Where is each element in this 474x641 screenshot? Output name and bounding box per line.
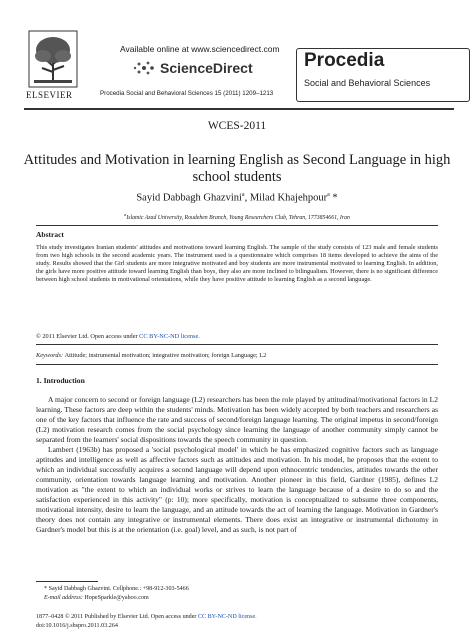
issn-line xyxy=(36,614,257,620)
available-online[interactable]: Available online at www.sciencedirect.com xyxy=(120,44,280,54)
keywords-text: Attitude; instrumental motivation; integrative motivation; foreign Language; L2 xyxy=(64,352,267,359)
abstract-heading: Abstract xyxy=(36,230,64,239)
elsevier-tree-logo xyxy=(28,30,78,88)
section-body xyxy=(36,395,438,535)
keywords-bottom-rule xyxy=(36,364,438,365)
author-2-affil: a xyxy=(327,192,330,198)
issn-text: 1877–0428 © 2011 Published by Elsevier Ltd. Open access under xyxy=(36,614,198,620)
author-2: Milad Khajehpour xyxy=(249,192,328,204)
affiliation xyxy=(0,212,474,221)
copyright-text: © 2011 Elsevier Ltd. Open access under xyxy=(36,333,140,340)
doi-line[interactable]: doi:10.1016/j.sbspro.2011.03.264 xyxy=(36,623,118,629)
footnote-author: * Sayid Dabbagh Ghazvini. Cellphone.: +98-912-303-5466 xyxy=(44,586,189,592)
author-1: Sayid Dabbagh Ghazvini xyxy=(136,192,242,204)
corresponding-mark[interactable]: * xyxy=(329,192,338,204)
abstract-copyright xyxy=(36,333,200,340)
section-heading: 1. Introduction xyxy=(36,376,85,385)
keywords xyxy=(36,352,266,359)
keywords-label: Keywords: xyxy=(36,352,65,359)
procedia-wordmark: Procedia xyxy=(304,50,385,71)
author-1-affil: a xyxy=(241,192,245,198)
affiliation-text: Islamic Azad University, Roudehen Branch, Young Researchers Club, Tehran, 1773854661, Iran xyxy=(126,214,350,221)
paper-title: Attitudes and Motivation in learning English as Second Language in high school students xyxy=(23,152,451,185)
journal-citation: Procedia Social and Behavioral Sciences 15 (2011) 1209–1213 xyxy=(100,90,274,97)
footnote-email xyxy=(44,595,149,601)
sciencedirect-dots-icon xyxy=(132,60,156,76)
paragraph-1: A major concern to second or foreign language (L2) researchers has been the role played by attitudinal/motivational factors in L2 learning. These factors are deep within the students' minds. Motivation has been widely accepted by both teachers and researchers as one of the key factors that influence the rate and success of second/foreign language learning. The original impetus in second/foreign (L2) motivation research comes from the social psychology since learning the language of another community simply cannot be separated from the learners' social dispositions towards the speech community in question. xyxy=(36,395,438,444)
paragraph-2: Lambert (1963b) has proposed a 'social psychological model' in which he has emphasized cognitive factors such as language aptitudes and intelligence as well as affective factors such as attitudes and motivation. In his model, he proposes that the extent to which an individual successfully acquires a second language will depend upon ethnocentric tendencies, attitudes towards the other community, orientation towards language learning and motivation. Another pioneer in this field, Gardner (1985), defines L2 motivation as "the extent to which an individual works or strives to learn the language because of a desire to do so and the satisfaction experienced in this activity" (p: 10); more specifically, motivation is conceptualized to subsume three components, motivational intensity, desire to learn the language, and an attitude towards the act of learning the language. Motivation in Gardner's theory does not contain any integrative or instrumental elements. There does exist an integrative or instrumental dichotomy in Gardner's model but this is at the orientation (i.e. goal) level, and as such, is not part of xyxy=(36,445,438,534)
abstract-top-rule xyxy=(36,225,438,226)
affiliation-mark: a xyxy=(124,212,127,217)
license-link[interactable]: CC BY-NC-ND license. xyxy=(139,333,200,340)
header-rule xyxy=(24,108,454,110)
abstract-body: This study investigates Iranian students' attitudes and motivations toward learning English. The sample of the study consists of 123 male and female students from two high schools in the second academic years. The instrument used is a questionnaire which comprises 18 items developed to achieve the aims of the study. Results showed that the Girl students are more integrative motivated and boy students are more instrumental motivated to learning English. In addition, the girls have more positive attitude toward learning English than boys, they also are more inclined to bilingualism. However, there is no significant difference between high school students in motivational orientations, while they have positive attitude to learning English as a second language. xyxy=(36,244,438,284)
author-line xyxy=(0,192,474,204)
bottom-license-link[interactable]: CC BY-NC-ND license. xyxy=(197,614,257,620)
conference-name: WCES-2011 xyxy=(207,120,267,132)
author-separator: , xyxy=(244,192,250,204)
procedia-subtitle: Social and Behavioral Sciences xyxy=(304,78,431,88)
sciencedirect-logo[interactable] xyxy=(132,60,253,76)
keywords-top-rule xyxy=(36,344,438,345)
publisher-name: ELSEVIER xyxy=(26,90,73,100)
email-address[interactable]: HopeSparkle@yahoo.com xyxy=(84,595,149,601)
sciencedirect-wordmark: ScienceDirect xyxy=(160,60,253,76)
footnote-rule xyxy=(36,581,98,582)
email-label: E-mail address: xyxy=(44,595,85,601)
